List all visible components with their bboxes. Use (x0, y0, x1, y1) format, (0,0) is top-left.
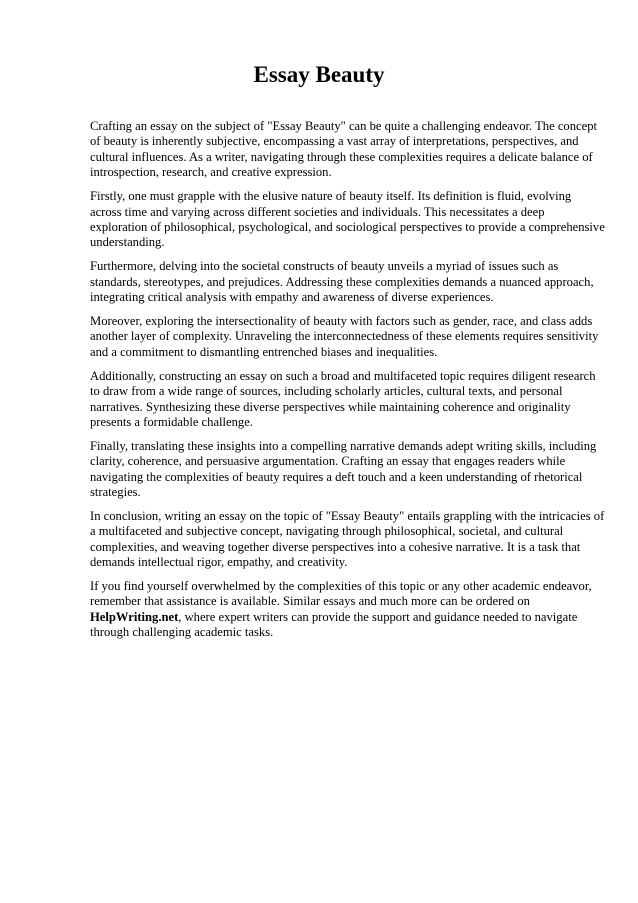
paragraph-moreover: Moreover, exploring the intersectionality of beauty with factors such as gender, race, and class adds another layer of complexity. Unraveling the interconnectedness of these elements requires sensitivity and a commitment to dismantling entrenched biases and inequalities. (90, 313, 599, 359)
paragraph-closing (90, 579, 605, 641)
essay-body (90, 119, 605, 649)
site-link[interactable]: HelpWriting.net (90, 609, 179, 624)
closing-text-after: , where expert writers can provide the support and guidance needed to navigate through challenging academic tasks. (90, 609, 578, 640)
page-title: Essay Beauty (253, 62, 385, 87)
paragraph-firstly: Firstly, one must grapple with the elusive nature of beauty itself. Its definition is fluid, evolving across time and varying across different societies and individuals. This necessitates a deep exploration of philosophical, psychological, and sociological perspectives to provide a comprehensive understanding. (90, 189, 605, 250)
paragraph-conclusion: In conclusion, writing an essay on the topic of "Essay Beauty" entails grappling with the intricacies of a multifaceted and subjective concept, navigating through philosophical, societal, and cultural complexities, and weaving together diverse perspectives into a cohesive narrative. It is a task that demands intellectual rigor, empathy, and creativity. (90, 508, 605, 570)
paragraph-finally: Finally, translating these insights into a compelling narrative demands adept writing skills, including clarity, coherence, and persuasive argumentation. Crafting an essay that engages readers while navigating the complexities of beauty requires a deft touch and a keen understanding of rhetorical strategies. (90, 438, 597, 500)
paragraph-additionally: Additionally, constructing an essay on such a broad and multifaceted topic requires diligent research to draw from a wide range of sources, including scholarly articles, cultural texts, and personal narratives. Synthesizing these diverse perspectives while maintaining coherence and originality presents a formidable challenge. (90, 368, 596, 429)
paragraph-intro: Crafting an essay on the subject of "Essay Beauty" can be quite a challenging endeavor. The concept of beauty is inherently subjective, encompassing a vast array of interpretations, perspectives, and cultural influences. As a writer, navigating through these complexities requires a delicate balance of introspection, research, and creative expression. (90, 119, 597, 180)
paragraph-furthermore: Furthermore, delving into the societal constructs of beauty unveils a myriad of issues such as standards, stereotypes, and prejudices. Addressing these complexities demands a nuanced approach, integrating critical analysis with empathy and awareness of diverse experiences. (90, 259, 594, 305)
closing-text-before: If you find yourself overwhelmed by the complexities of this topic or any other academic endeavor, remember that assistance is available. Similar essays and much more can be ordered on (90, 579, 592, 609)
